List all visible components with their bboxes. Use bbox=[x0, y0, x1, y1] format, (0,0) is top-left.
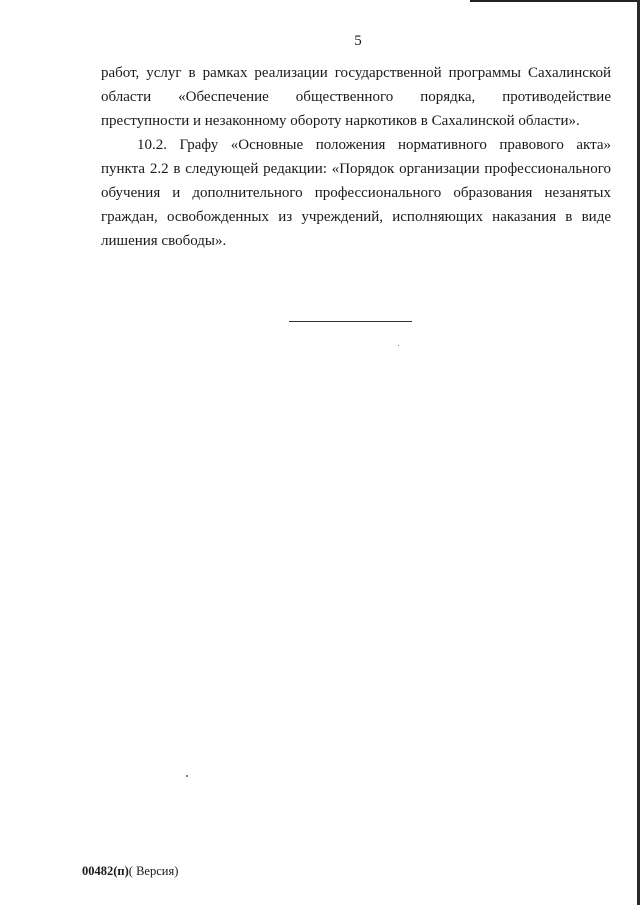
document-version: ( Версия) bbox=[128, 864, 179, 878]
document-code-number: 00482(п) bbox=[82, 864, 129, 878]
scan-edge-top bbox=[470, 0, 640, 2]
text-line: преступности и незаконному обороту наркотиков в Сахалинской области». bbox=[101, 113, 580, 129]
paragraph-continuation bbox=[101, 61, 611, 133]
text-line: граждан, освобожденных из учреждений, исполняющих наказания в виде bbox=[101, 209, 611, 225]
document-code bbox=[82, 864, 178, 879]
scan-speck bbox=[398, 345, 399, 346]
end-of-text-rule bbox=[289, 321, 412, 322]
scan-speck bbox=[186, 775, 188, 777]
text-line: области «Обеспечение общественного порядка, противодействие bbox=[101, 89, 611, 105]
text-line: лишения свободы». bbox=[101, 233, 227, 249]
document-body bbox=[101, 61, 611, 253]
paragraph-10-2 bbox=[101, 133, 611, 253]
text-line: 10.2. Графу «Основные положения нормативного правового акта» bbox=[137, 137, 611, 153]
text-line: обучения и дополнительного профессионального образования незанятых bbox=[101, 185, 611, 201]
page-number: 5 bbox=[354, 33, 362, 49]
text-line: пункта 2.2 в следующей редакции: «Порядок организации профессионального bbox=[101, 161, 611, 177]
text-line: работ, услуг в рамках реализации государственной программы Сахалинской bbox=[101, 65, 611, 81]
